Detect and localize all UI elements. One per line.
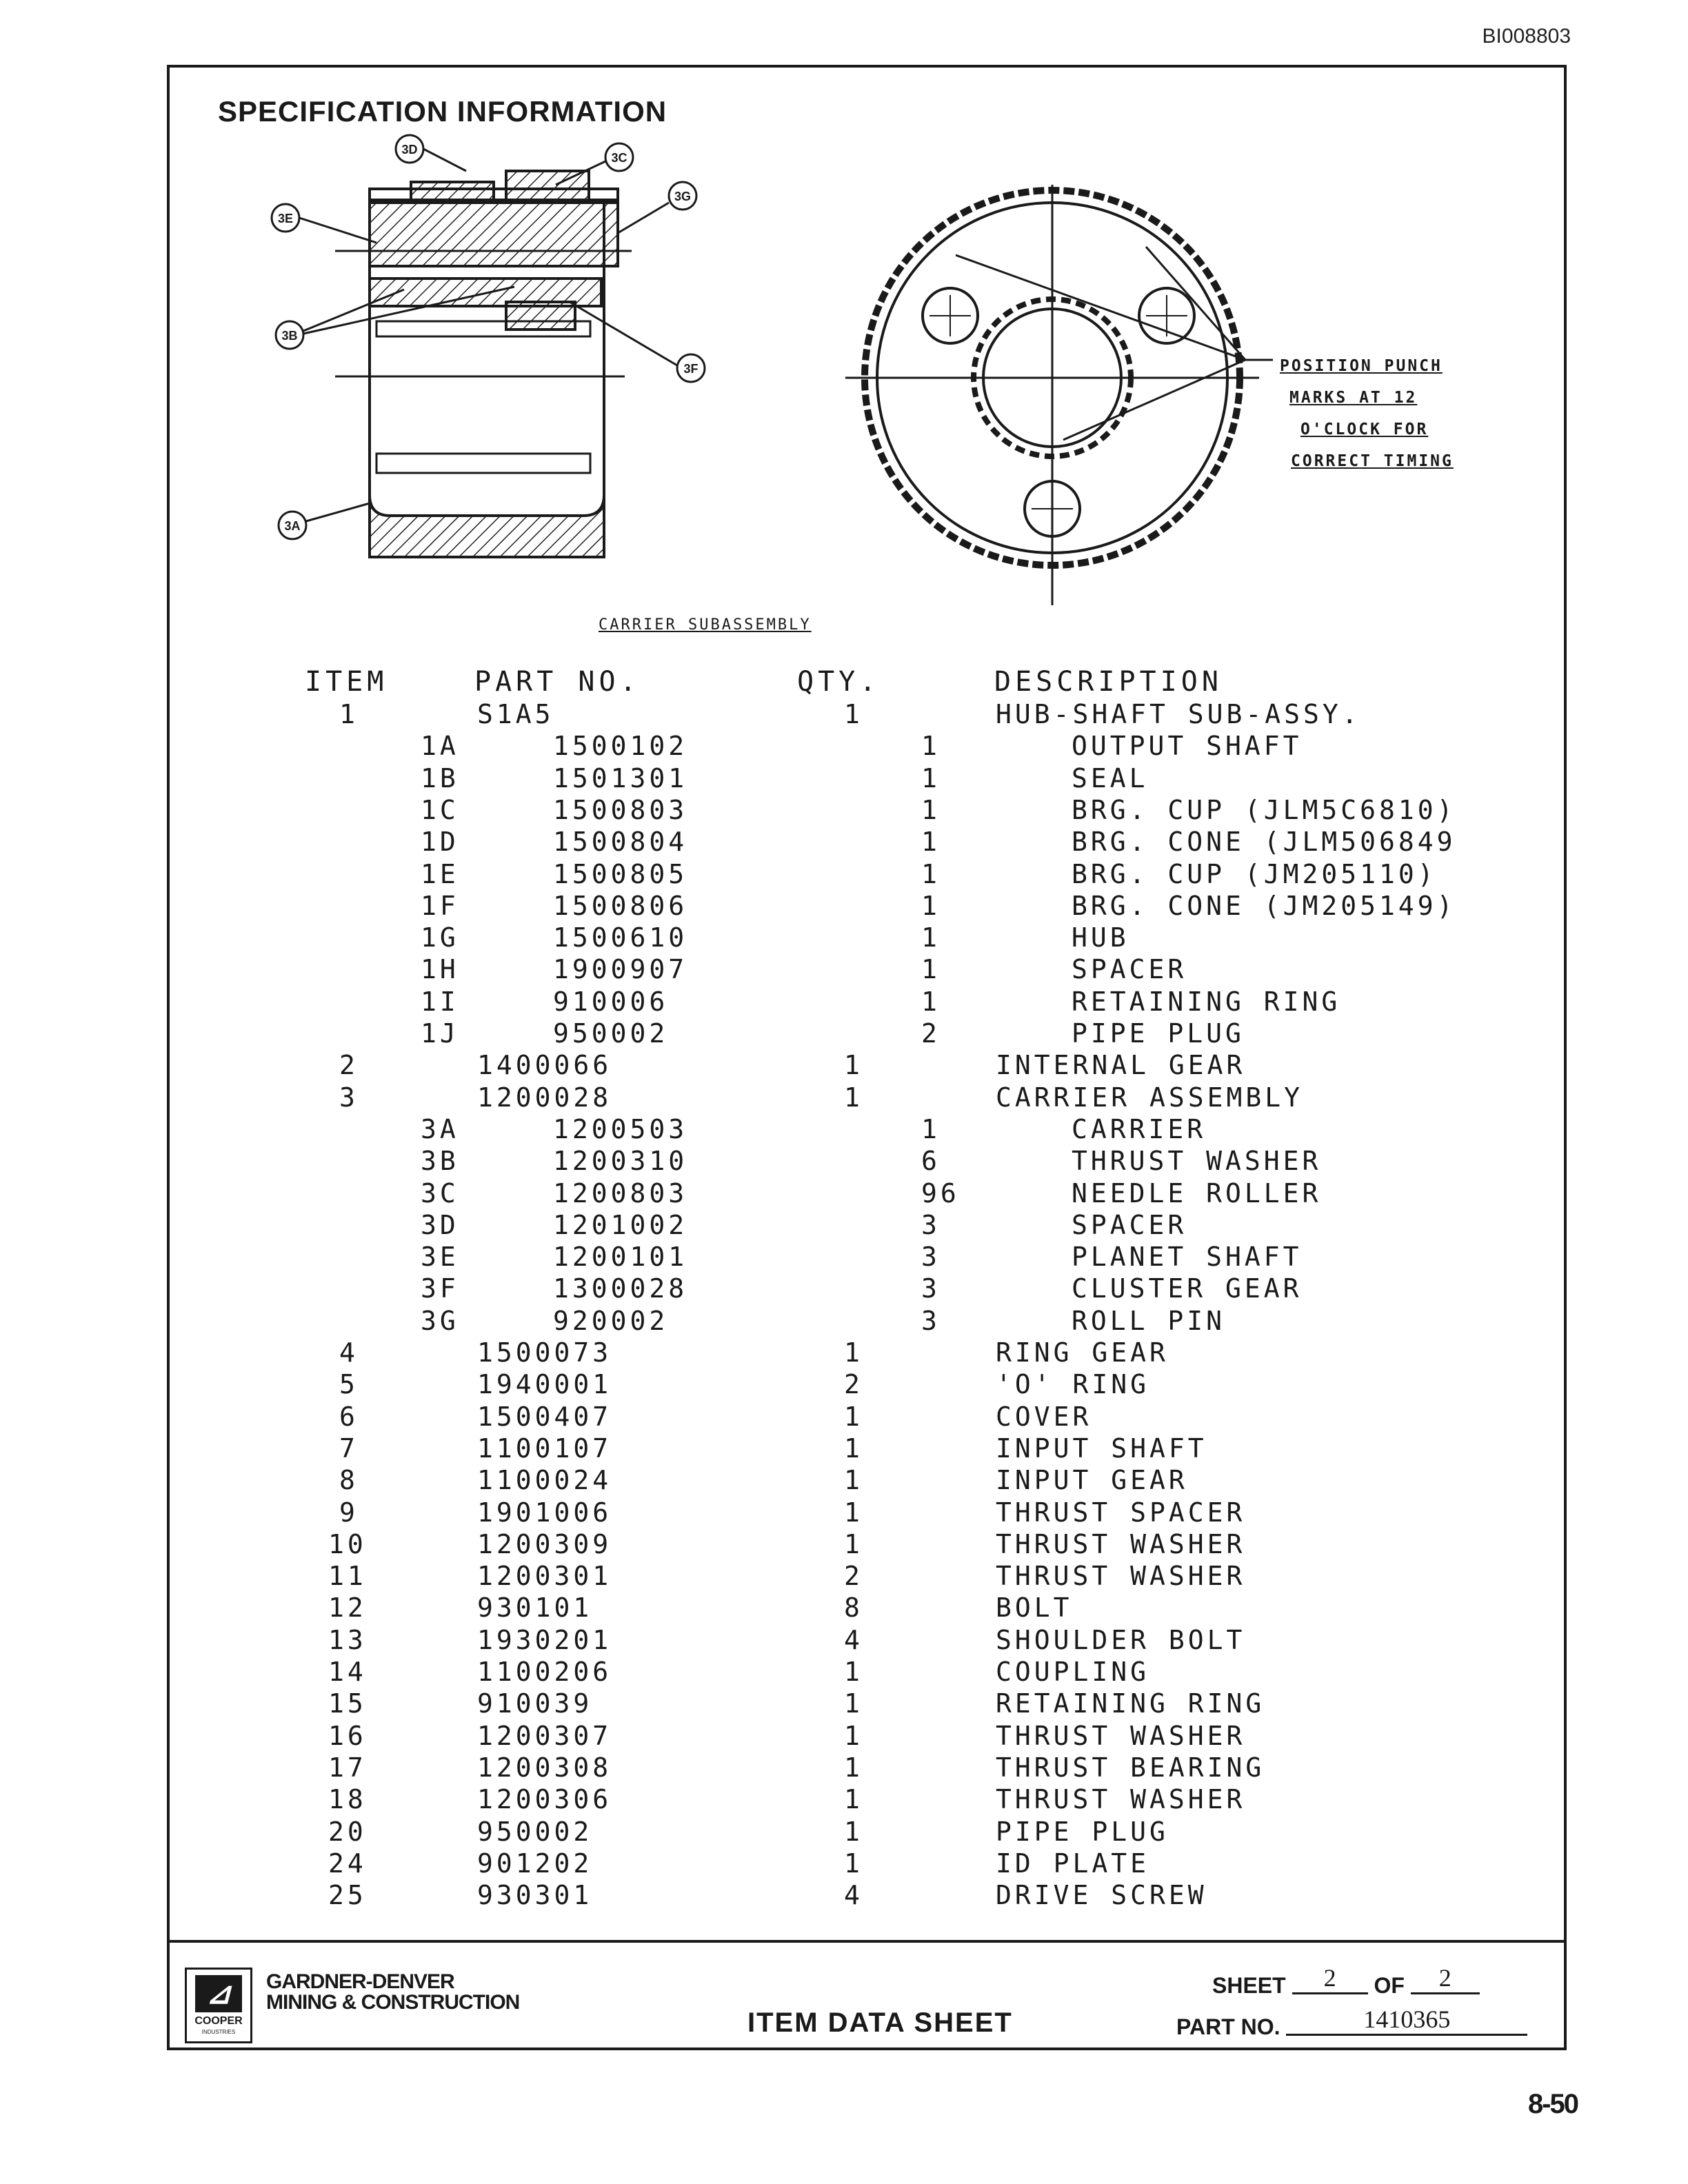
cell-qty: 1 [844, 1497, 863, 1528]
table-row [170, 987, 1564, 1018]
cell-qty: 3 [921, 1209, 941, 1240]
cell-part: 1200306 [477, 1784, 612, 1815]
cell-part: 910006 [553, 986, 669, 1017]
logo-subtext: INDUSTRIES [201, 2029, 236, 2035]
cell-item: 1D [421, 827, 459, 858]
table-row [170, 1784, 1564, 1816]
cell-part: 1200301 [477, 1561, 612, 1592]
cell-part: 1500804 [553, 827, 688, 858]
cell-desc: THRUST SPACER [996, 1497, 1246, 1528]
cell-desc: THRUST WASHER [996, 1561, 1246, 1592]
cell-qty: 1 [844, 1816, 863, 1847]
table-row [170, 1593, 1564, 1624]
cell-item: 12 [328, 1593, 367, 1624]
cell-item: 3E [421, 1242, 459, 1273]
timing-note [1280, 357, 1454, 484]
cell-part: 1901006 [477, 1497, 612, 1528]
table-row [170, 1465, 1564, 1497]
table-row [170, 699, 1564, 731]
cell-item: 7 [339, 1433, 359, 1464]
cell-part: 910039 [477, 1688, 593, 1719]
cell-item: 8 [339, 1465, 359, 1496]
cell-part: 1200309 [477, 1528, 612, 1559]
table-row [170, 1210, 1564, 1242]
cell-qty: 1 [844, 1465, 863, 1496]
table-row [170, 795, 1564, 827]
cell-part: 1500803 [553, 794, 688, 825]
cell-qty: 4 [844, 1880, 863, 1911]
cell-qty: 1 [844, 1752, 863, 1783]
cell-qty: 4 [844, 1624, 863, 1655]
cell-part: 1940001 [477, 1369, 612, 1400]
cell-part: 1500806 [553, 890, 688, 921]
cell-qty: 96 [921, 1177, 960, 1209]
table-row [170, 1114, 1564, 1146]
cell-desc: THRUST WASHER [996, 1784, 1246, 1815]
cell-qty: 8 [844, 1593, 863, 1624]
table-row [170, 827, 1564, 858]
cell-qty: 1 [844, 1337, 863, 1368]
table-row [170, 1529, 1564, 1561]
cell-qty: 1 [921, 762, 941, 793]
cell-item: 3 [339, 1082, 359, 1113]
cell-part: S1A5 [477, 699, 554, 729]
cell-part: 1201002 [553, 1209, 688, 1240]
table-row [170, 1337, 1564, 1369]
cell-desc: CARRIER ASSEMBLY [996, 1082, 1304, 1113]
cell-item: 1G [421, 922, 459, 953]
header-description: DESCRIPTION [994, 666, 1223, 698]
carrier-section-view [335, 171, 632, 558]
cell-item: 16 [328, 1720, 367, 1751]
cell-part: 950002 [553, 1018, 669, 1049]
cell-desc: THRUST WASHER [996, 1720, 1246, 1751]
table-row [170, 1018, 1564, 1050]
cell-qty: 1 [921, 827, 941, 858]
table-row [170, 1497, 1564, 1529]
table-row [170, 1242, 1564, 1273]
cell-desc: INTERNAL GEAR [996, 1050, 1246, 1081]
table-row [170, 922, 1564, 954]
cell-qty: 2 [844, 1561, 863, 1592]
page-number: 8-50 [1527, 2089, 1578, 2119]
callout-3c-label: 3C [611, 151, 627, 165]
cell-qty: 1 [844, 1050, 863, 1081]
cell-qty: 1 [921, 986, 941, 1017]
cell-desc: BRG. CUP (JLM5C6810) [1072, 794, 1456, 825]
callout-3g-label: 3G [674, 190, 692, 203]
cell-part: 1500610 [553, 922, 688, 953]
table-row [170, 859, 1564, 891]
sheet-number-line [1212, 1964, 1480, 2001]
logo-mark-icon: ⊿ [195, 1975, 242, 2012]
of-label: OF [1374, 1973, 1405, 1998]
cell-part: 930101 [477, 1593, 593, 1624]
table-row [170, 1050, 1564, 1082]
cell-desc: PIPE PLUG [996, 1816, 1169, 1847]
cell-qty: 3 [921, 1305, 941, 1336]
cell-part: 1300028 [553, 1273, 688, 1304]
cell-item: 11 [328, 1561, 367, 1592]
cell-qty: 1 [921, 731, 941, 762]
cell-desc: BRG. CONE (JLM506849 [1072, 827, 1456, 858]
cell-qty: 1 [921, 954, 941, 985]
cell-qty: 3 [921, 1273, 941, 1304]
cell-desc: PIPE PLUG [1072, 1018, 1245, 1049]
cell-qty: 1 [844, 1848, 863, 1879]
cell-qty: 1 [921, 1113, 941, 1144]
sheet-label: SHEET [1212, 1973, 1286, 1998]
sheet-title: ITEM DATA SHEET [747, 2008, 1013, 2038]
cell-part: 930301 [477, 1880, 593, 1911]
cell-item: 3A [421, 1113, 459, 1144]
cell-item: 15 [328, 1688, 367, 1719]
table-row [170, 1082, 1564, 1114]
cell-item: 17 [328, 1752, 367, 1783]
header-item: ITEM [305, 666, 388, 698]
cell-item: 1 [339, 699, 359, 729]
cell-qty: 2 [844, 1369, 863, 1400]
cell-part: 1200307 [477, 1720, 612, 1751]
cell-qty: 1 [844, 1082, 863, 1113]
cell-item: 1J [421, 1018, 459, 1049]
table-row [170, 1402, 1564, 1433]
cell-item: 1A [421, 731, 459, 762]
cell-desc: HUB-SHAFT SUB-ASSY. [996, 699, 1361, 729]
timing-note-line: O'CLOCK FOR [1300, 421, 1429, 438]
cell-part: 950002 [477, 1816, 593, 1847]
cell-desc: BOLT [996, 1593, 1073, 1624]
cell-desc: SEAL [1072, 762, 1149, 793]
cell-desc: THRUST BEARING [996, 1752, 1265, 1783]
table-row [170, 1369, 1564, 1401]
cell-qty: 6 [921, 1146, 941, 1177]
table-row [170, 1273, 1564, 1305]
part-no-value: 1410365 [1286, 2005, 1527, 2036]
cell-item: 18 [328, 1784, 367, 1815]
table-row [170, 1880, 1564, 1912]
table-row [170, 1433, 1564, 1465]
table-row [170, 1561, 1564, 1593]
cell-item: 1H [421, 954, 459, 985]
cell-part: 1200803 [553, 1177, 688, 1209]
cell-qty: 1 [921, 890, 941, 921]
cell-part: 1500805 [553, 858, 688, 889]
cell-item: 1E [421, 858, 459, 889]
cell-desc: RING GEAR [996, 1337, 1169, 1368]
cell-item: 9 [339, 1497, 359, 1528]
cell-desc: CLUSTER GEAR [1072, 1273, 1303, 1304]
cell-part: 1100206 [477, 1657, 612, 1687]
cell-desc: SHOULDER BOLT [996, 1624, 1246, 1655]
cell-part: 1200310 [553, 1146, 688, 1177]
cell-desc: BRG. CUP (JM205110) [1072, 858, 1437, 889]
cell-item: 3D [421, 1209, 459, 1240]
carrier-subassembly-caption: CARRIER SUBASSEMBLY [599, 616, 812, 634]
callout-3e-label: 3E [277, 212, 294, 225]
cell-part: 1930201 [477, 1624, 612, 1655]
cell-qty: 1 [844, 1688, 863, 1719]
cell-desc: SPACER [1072, 954, 1187, 985]
cell-desc: OUTPUT SHAFT [1072, 731, 1303, 762]
cell-qty: 1 [921, 922, 941, 953]
spec-sheet-frame [167, 65, 1567, 2050]
cell-item: 5 [339, 1369, 359, 1400]
cell-qty: 1 [844, 1528, 863, 1559]
cell-qty: 1 [921, 794, 941, 825]
cell-qty: 2 [921, 1018, 941, 1049]
cell-item: 3F [421, 1273, 459, 1304]
cell-part: 1200028 [477, 1082, 612, 1113]
cell-item: 2 [339, 1050, 359, 1081]
part-number-line [1176, 2005, 1527, 2043]
cell-part: 1400066 [477, 1050, 612, 1081]
header-qty: QTY. [797, 666, 881, 698]
cell-item: 1C [421, 794, 459, 825]
cell-desc: RETAINING RING [996, 1688, 1265, 1719]
cell-item: 14 [328, 1657, 367, 1687]
cell-desc: COUPLING [996, 1657, 1150, 1687]
cell-part: 1900907 [553, 954, 688, 985]
cell-desc: ID PLATE [996, 1848, 1150, 1879]
logo-text: COOPER [194, 2015, 243, 2027]
cell-qty: 1 [921, 858, 941, 889]
table-row [170, 1817, 1564, 1848]
callout-3d-label: 3D [401, 143, 418, 156]
table-row [170, 891, 1564, 922]
cell-item: 25 [328, 1880, 367, 1911]
cell-part: 1200308 [477, 1752, 612, 1783]
cell-part: 1500073 [477, 1337, 612, 1368]
cell-part: 1100024 [477, 1465, 612, 1496]
company-line-1: GARDNER-DENVER [266, 1970, 454, 1993]
cell-desc: INPUT SHAFT [996, 1433, 1207, 1464]
cell-desc: 'O' RING [996, 1369, 1150, 1400]
timing-note-line: CORRECT TIMING [1291, 452, 1454, 470]
header-part-no: PART NO. [474, 666, 641, 698]
cell-item: 1F [421, 890, 459, 921]
cell-desc: PLANET SHAFT [1072, 1242, 1303, 1273]
cell-qty: 1 [844, 1401, 863, 1432]
cell-item: 3B [421, 1146, 459, 1177]
cell-part: 1500407 [477, 1401, 612, 1432]
cell-qty: 1 [844, 1657, 863, 1687]
table-row [170, 731, 1564, 762]
timing-note-line: POSITION PUNCH [1280, 357, 1443, 375]
table-row [170, 1721, 1564, 1752]
sheet-total: 2 [1411, 1963, 1480, 1994]
cell-part: 920002 [553, 1305, 669, 1336]
cell-item: 10 [328, 1528, 367, 1559]
cell-part: 1100107 [477, 1433, 612, 1464]
cell-desc: COVER [996, 1401, 1092, 1432]
cell-qty: 3 [921, 1242, 941, 1273]
cell-desc: CARRIER [1072, 1113, 1207, 1144]
cell-desc: INPUT GEAR [996, 1465, 1188, 1496]
table-row [170, 1657, 1564, 1688]
table-row [170, 1306, 1564, 1337]
company-name [266, 1972, 519, 2013]
cell-part: 1501301 [553, 762, 688, 793]
cell-desc: ROLL PIN [1072, 1305, 1226, 1336]
cell-item: 3G [421, 1305, 459, 1336]
cooper-logo [185, 1968, 252, 2043]
cell-qty: 1 [844, 1784, 863, 1815]
table-row [170, 1688, 1564, 1720]
document-id: BI008803 [1482, 25, 1571, 48]
sheet-number: 2 [1292, 1963, 1368, 1994]
cell-desc: SPACER [1072, 1209, 1187, 1240]
cell-part: 901202 [477, 1848, 593, 1879]
table-row [170, 954, 1564, 986]
timing-note-line: MARKS AT 12 [1289, 389, 1418, 407]
cell-part: 1500102 [553, 731, 688, 762]
cell-item: 4 [339, 1337, 359, 1368]
cell-item: 6 [339, 1401, 359, 1432]
cell-qty: 1 [844, 699, 863, 729]
cell-desc: BRG. CONE (JM205149) [1072, 890, 1456, 921]
gear-timing-view [845, 185, 1273, 605]
part-no-label: PART NO. [1176, 2014, 1280, 2039]
cell-qty: 1 [844, 1720, 863, 1751]
callout-3b-label: 3B [281, 329, 298, 343]
title-block [170, 1940, 1564, 2050]
cell-item: 13 [328, 1624, 367, 1655]
cell-item: 20 [328, 1816, 367, 1847]
table-row [170, 1178, 1564, 1210]
table-row [170, 763, 1564, 795]
cell-item: 24 [328, 1848, 367, 1879]
cell-desc: RETAINING RING [1072, 986, 1341, 1017]
table-row [170, 1625, 1564, 1657]
cell-desc: HUB [1072, 922, 1129, 953]
cell-item: 1B [421, 762, 459, 793]
cell-desc: THRUST WASHER [996, 1528, 1246, 1559]
table-row [170, 1146, 1564, 1177]
cell-desc: THRUST WASHER [1072, 1146, 1322, 1177]
cell-part: 1200101 [553, 1242, 688, 1273]
callout-3f-label: 3F [683, 362, 699, 376]
cell-item: 1I [421, 986, 459, 1017]
callout-3a-label: 3A [284, 519, 301, 533]
cell-desc: DRIVE SCREW [996, 1880, 1207, 1911]
table-row [170, 1752, 1564, 1784]
cell-part: 1200503 [553, 1113, 688, 1144]
spec-title: SPECIFICATION INFORMATION [218, 95, 667, 128]
cell-item: 3C [421, 1177, 459, 1209]
company-line-2: MINING & CONSTRUCTION [266, 1991, 520, 2014]
cell-desc: NEEDLE ROLLER [1072, 1177, 1322, 1209]
cell-qty: 1 [844, 1433, 863, 1464]
table-row [170, 1848, 1564, 1880]
